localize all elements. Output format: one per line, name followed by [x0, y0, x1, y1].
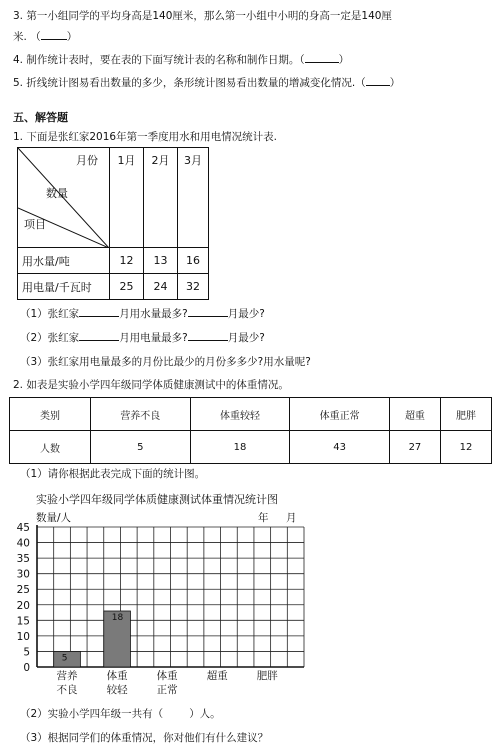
- bar-value-label: 5: [61, 653, 68, 664]
- weight-value-5: 12: [440, 431, 491, 464]
- water-month-1: 12: [110, 248, 144, 274]
- x-category-label: 体重: [106, 670, 128, 682]
- weight-category-2: 体重较轻: [190, 398, 290, 431]
- electricity-month-2: 24: [144, 274, 178, 300]
- q3-line1: 3. 第一小组同学的平均身高是140厘米，那么第一小组中小明的身高一定是140厘: [13, 10, 392, 22]
- water-month-3: 16: [178, 248, 209, 274]
- q3-answer-blank[interactable]: [41, 39, 67, 40]
- weight-row-label: 人数: [10, 431, 91, 464]
- weight-value-1: 5: [91, 431, 191, 464]
- month-header-3: 3月: [178, 148, 209, 248]
- p1-sub2-c: 月最少?: [227, 332, 265, 344]
- x-category-label: 肥胖: [256, 670, 278, 682]
- row-label-water: 用水量/吨: [18, 248, 110, 274]
- row-label-electricity: 用电量/千瓦时: [18, 274, 110, 300]
- p1-sub1-b: 月用水量最多?: [119, 308, 188, 320]
- y-tick-label: 15: [16, 615, 30, 628]
- p1-sub1-c: 月最少?: [227, 308, 265, 320]
- p1-sub2-blank-2[interactable]: [188, 340, 228, 341]
- q3-line2: [13, 29, 77, 44]
- usage-table-corner-cell: [18, 148, 110, 248]
- weight-category-1: 营养不良: [91, 398, 191, 431]
- p1-sub1-a: （1）张红家: [20, 308, 80, 320]
- water-month-2: 13: [144, 248, 178, 274]
- p1-sub2-a: （2）张红家: [20, 332, 80, 344]
- y-tick-label: 10: [16, 630, 30, 643]
- section-title: 五、解答题: [13, 111, 68, 124]
- y-tick-label: 45: [16, 522, 30, 534]
- q4-line: [13, 52, 349, 67]
- q5-close: ）: [389, 77, 401, 89]
- x-category-label: 营养: [56, 670, 78, 682]
- q5-line: [13, 75, 400, 90]
- table-row: [18, 248, 209, 274]
- x-category-label: 不良: [56, 684, 78, 696]
- x-category-label: 正常: [156, 684, 178, 696]
- p2-sub1: （1）请你根据此表完成下面的统计图。: [20, 468, 206, 480]
- bar-value-label: 18: [111, 613, 124, 623]
- y-tick-label: 0: [23, 662, 30, 674]
- p1-sub1-blank-2[interactable]: [188, 316, 228, 317]
- weight-bar-chart: [0, 520, 493, 700]
- usage-table: [17, 147, 209, 300]
- y-tick-label: 40: [16, 537, 30, 550]
- p1-sub3: （3）张红家用电量最多的月份比最少的月份多多少?用水量呢?: [20, 356, 311, 368]
- chart-title: 实验小学四年级同学体质健康测试体重情况统计图: [36, 493, 278, 506]
- p1-sub2-b: 月用电量最多?: [119, 332, 188, 344]
- electricity-month-1: 25: [110, 274, 144, 300]
- p1-sub1: [20, 306, 265, 321]
- q3-line2-prefix: 米.: [13, 31, 27, 43]
- p2-sub2: [20, 706, 221, 721]
- q5-text: 5. 折线统计图易看出数量的多少，条形统计图易看出数量的增减变化情况.（: [13, 77, 366, 89]
- q5-answer-blank[interactable]: [366, 85, 390, 86]
- q4-close: ）: [338, 54, 350, 66]
- p1-sub2-blank-1[interactable]: [79, 340, 119, 341]
- y-tick-label: 30: [16, 568, 30, 581]
- y-tick-label: 5: [23, 646, 30, 659]
- p2-intro: 2. 如表是实验小学四年级同学体质健康测试中的体重情况。: [13, 379, 289, 391]
- corner-qty-label: 数量: [46, 187, 68, 200]
- q3-close-paren: ）: [66, 31, 78, 43]
- p2-sub2-b: ）人。: [189, 708, 221, 720]
- x-category-label: 体重: [156, 670, 178, 682]
- chart-y-label: 数量/人: [36, 512, 72, 524]
- y-tick-label: 25: [16, 584, 30, 597]
- weight-category-3: 体重正常: [290, 398, 390, 431]
- weight-value-3: 43: [290, 431, 390, 464]
- weight-value-2: 18: [190, 431, 290, 464]
- p2-sub2-a: （2）实验小学四年级一共有（: [20, 708, 164, 720]
- p1-sub2: [20, 330, 265, 345]
- p1-intro: 1. 下面是张红家2016年第一季度用水和用电情况统计表.: [13, 131, 277, 143]
- table-row: [18, 274, 209, 300]
- q4-text: 4. 制作统计表时，要在表的下面写统计表的名称和制作日期。（: [13, 54, 305, 66]
- p1-sub1-blank-1[interactable]: [79, 316, 119, 317]
- q4-answer-blank[interactable]: [305, 62, 339, 63]
- weight-category-5: 肥胖: [440, 398, 491, 431]
- month-header-2: 2月: [144, 148, 178, 248]
- weight-value-4: 27: [389, 431, 440, 464]
- chart-month-label: 月: [286, 512, 297, 524]
- y-tick-label: 35: [16, 553, 30, 566]
- chart-year-label: 年: [258, 512, 269, 524]
- table-row: [10, 431, 492, 464]
- weight-category-4: 超重: [389, 398, 440, 431]
- corner-item-label: 项目: [24, 218, 46, 231]
- table-row: [10, 398, 492, 431]
- weight-table: [9, 397, 492, 464]
- q3-open-paren: （: [30, 31, 41, 43]
- weight-header-label: 类别: [10, 398, 91, 431]
- x-category-label: 超重: [206, 670, 228, 682]
- month-header-1: 1月: [110, 148, 144, 248]
- corner-month-label: 月份: [76, 154, 98, 167]
- x-category-label: 较轻: [106, 684, 128, 696]
- p2-sub3: （3）根据同学们的体重情况，你对他们有什么建议？: [20, 732, 269, 744]
- electricity-month-3: 32: [178, 274, 209, 300]
- y-tick-label: 20: [16, 599, 30, 612]
